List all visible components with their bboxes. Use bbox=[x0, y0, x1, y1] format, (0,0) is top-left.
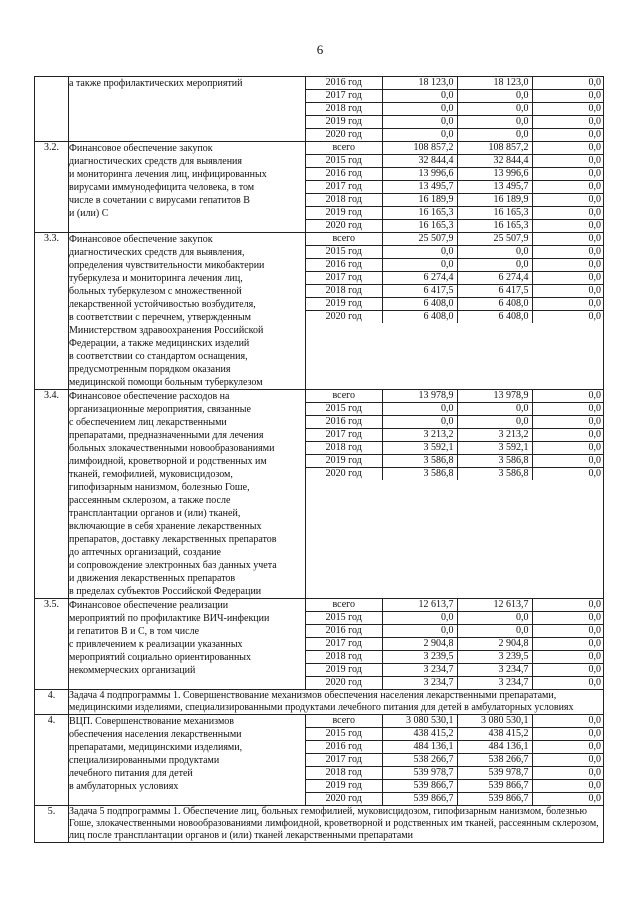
year-label: 2016 год bbox=[306, 625, 382, 638]
table-row bbox=[35, 715, 604, 806]
total-amount: 13 996,6 bbox=[382, 168, 457, 181]
year-row bbox=[306, 429, 604, 442]
budget-amount: 0,0 bbox=[457, 625, 532, 638]
table-row bbox=[35, 142, 604, 233]
other-amount: 0,0 bbox=[532, 664, 604, 677]
description-line: специализированными продуктами bbox=[69, 755, 220, 766]
year-row bbox=[306, 311, 604, 324]
budget-amount: 6 408,0 bbox=[457, 298, 532, 311]
description-line: вирусами иммунодефицита человека, в том bbox=[69, 182, 255, 193]
year-label: 2019 год bbox=[306, 455, 382, 468]
budget-amount: 32 844,4 bbox=[457, 155, 532, 168]
description-line: и сопровождение электронных баз данных учета bbox=[69, 560, 277, 571]
funding-by-year bbox=[306, 390, 604, 480]
budget-amount: 108 857,2 bbox=[457, 142, 532, 155]
year-label: 2016 год bbox=[306, 77, 382, 90]
description-line: мероприятий по профилактике ВИЧ-инфекции bbox=[69, 613, 270, 624]
year-row bbox=[306, 142, 604, 155]
description-line: в пределах субъектов Российской Федерации bbox=[69, 586, 262, 597]
funding-by-year bbox=[306, 233, 604, 323]
total-amount: 539 866,7 bbox=[382, 793, 457, 806]
description-line: диагностических средств для выявления, bbox=[69, 247, 245, 258]
year-row bbox=[306, 181, 604, 194]
total-amount: 0,0 bbox=[382, 403, 457, 416]
other-amount: 0,0 bbox=[532, 259, 604, 272]
other-amount: 0,0 bbox=[532, 638, 604, 651]
year-label: 2019 год bbox=[306, 298, 382, 311]
funding-cell bbox=[306, 77, 604, 142]
other-amount: 0,0 bbox=[532, 207, 604, 220]
description-line: диагностических средств для выявления bbox=[69, 156, 243, 167]
other-amount: 0,0 bbox=[532, 181, 604, 194]
year-label: 2015 год bbox=[306, 155, 382, 168]
funding-cell bbox=[306, 142, 604, 233]
budget-amount: 539 866,7 bbox=[457, 780, 532, 793]
budget-amount: 16 189,9 bbox=[457, 194, 532, 207]
year-row bbox=[306, 754, 604, 767]
task-row bbox=[35, 806, 604, 843]
total-amount: 538 266,7 bbox=[382, 754, 457, 767]
other-amount: 0,0 bbox=[532, 767, 604, 780]
budget-amount: 16 165,3 bbox=[457, 220, 532, 233]
year-row bbox=[306, 455, 604, 468]
year-row bbox=[306, 259, 604, 272]
other-amount: 0,0 bbox=[532, 416, 604, 429]
total-amount: 438 415,2 bbox=[382, 728, 457, 741]
year-row bbox=[306, 767, 604, 780]
total-amount: 3 213,2 bbox=[382, 429, 457, 442]
year-label: 2019 год bbox=[306, 207, 382, 220]
year-row bbox=[306, 90, 604, 103]
description-line: Министерством здравоохранения Российской bbox=[69, 325, 264, 336]
budget-amount: 12 613,7 bbox=[457, 599, 532, 612]
description-line: препаратами, медицинскими изделиями, bbox=[69, 742, 243, 753]
year-label: 2016 год bbox=[306, 259, 382, 272]
funding-cell bbox=[306, 715, 604, 806]
year-label: всего bbox=[306, 233, 382, 246]
year-label: 2020 год bbox=[306, 220, 382, 233]
description-line: трансплантации органов и (или) тканей, bbox=[69, 508, 241, 519]
activity-description bbox=[69, 77, 306, 142]
description-line: Финансовое обеспечение реализации bbox=[69, 600, 229, 611]
other-amount: 0,0 bbox=[532, 403, 604, 416]
budget-amount: 3 234,7 bbox=[457, 677, 532, 690]
year-row bbox=[306, 416, 604, 429]
row-number: 3.2. bbox=[35, 142, 69, 233]
year-row bbox=[306, 677, 604, 690]
year-label: 2020 год bbox=[306, 677, 382, 690]
total-amount: 539 866,7 bbox=[382, 780, 457, 793]
activity-description bbox=[69, 715, 306, 806]
total-amount: 3 586,8 bbox=[382, 455, 457, 468]
table-row bbox=[35, 390, 604, 599]
other-amount: 0,0 bbox=[588, 220, 601, 231]
description-line: Федерации, а также медицинских изделий bbox=[69, 338, 250, 349]
funding-by-year bbox=[306, 142, 604, 232]
description-line: до аптечных организаций, создание bbox=[69, 547, 221, 558]
total-amount: 484 136,1 bbox=[382, 741, 457, 754]
total-amount: 16 165,3 bbox=[382, 207, 457, 220]
funding-by-year bbox=[306, 77, 604, 141]
other-amount: 0,0 bbox=[532, 168, 604, 181]
total-amount: 3 080 530,1 bbox=[382, 715, 457, 728]
description-line: Финансовое обеспечение закупок bbox=[69, 143, 213, 154]
total-amount: 25 507,9 bbox=[382, 233, 457, 246]
other-amount: 0,0 bbox=[532, 599, 604, 612]
description-line: и мониторинга лечения лиц, инфицированных bbox=[69, 169, 267, 180]
budget-amount: 2 904,8 bbox=[457, 638, 532, 651]
total-amount: 12 613,7 bbox=[382, 599, 457, 612]
budget-amount: 13 996,6 bbox=[457, 168, 532, 181]
description-line: включающие в себя хранение лекарственных bbox=[69, 521, 262, 532]
other-amount: 0,0 bbox=[532, 651, 604, 664]
description-line: а также профилактических мероприятий bbox=[69, 78, 243, 89]
year-row bbox=[306, 468, 604, 481]
other-amount: 0,0 bbox=[532, 390, 604, 403]
total-amount: 0,0 bbox=[382, 612, 457, 625]
year-label: всего bbox=[306, 390, 382, 403]
year-label: 2018 год bbox=[306, 194, 382, 207]
budget-amount: 0,0 bbox=[457, 246, 532, 259]
description-line: в соответствии с перечнем, утвержденным bbox=[69, 312, 251, 323]
total-amount: 2 904,8 bbox=[382, 638, 457, 651]
description-line: больных туберкулезом с множественной bbox=[69, 286, 242, 297]
description-line: и гепатитов В и С, в том числе bbox=[69, 626, 200, 637]
funding-cell bbox=[306, 233, 604, 390]
budget-amount: 6 274,4 bbox=[457, 272, 532, 285]
year-label: всего bbox=[306, 599, 382, 612]
other-amount: 0,0 bbox=[532, 90, 604, 103]
other-amount: 0,0 bbox=[532, 194, 604, 207]
year-label: 2015 год bbox=[306, 403, 382, 416]
budget-amount: 539 978,7 bbox=[457, 767, 532, 780]
other-amount: 0,0 bbox=[532, 246, 604, 259]
description-line: в соответствии со стандартом оснащения, bbox=[69, 351, 248, 362]
description-line: организационные мероприятия, связанные bbox=[69, 404, 251, 415]
year-label: 2020 год bbox=[306, 129, 382, 142]
budget-amount: 438 415,2 bbox=[457, 728, 532, 741]
year-row bbox=[306, 103, 604, 116]
budget-amount: 3 080 530,1 bbox=[457, 715, 532, 728]
total-amount: 6 408,0 bbox=[382, 311, 457, 324]
description-line: туберкулеза и мониторинга лечения лиц, bbox=[69, 273, 243, 284]
total-amount: 3 234,7 bbox=[382, 664, 457, 677]
year-label: 2018 год bbox=[306, 103, 382, 116]
budget-amount: 484 136,1 bbox=[457, 741, 532, 754]
other-amount: 0,0 bbox=[532, 233, 604, 246]
year-label: 2015 год bbox=[306, 728, 382, 741]
budget-amount: 0,0 bbox=[457, 403, 532, 416]
description-line: определения чувствительности микобактерии bbox=[69, 260, 265, 271]
budget-amount: 0,0 bbox=[457, 259, 532, 272]
year-label: всего bbox=[306, 142, 382, 155]
description-line: тканей, гемофилией, муковисцидозом, bbox=[69, 469, 233, 480]
total-amount: 3 239,5 bbox=[382, 651, 457, 664]
total-amount: 0,0 bbox=[382, 246, 457, 259]
year-row bbox=[306, 233, 604, 246]
row-number: 3.4. bbox=[35, 390, 69, 599]
other-amount: 0,0 bbox=[588, 129, 601, 140]
description-line: медицинской помощи больным туберкулезом bbox=[69, 377, 263, 388]
description-line: с привлечением к реализации указанных bbox=[69, 639, 243, 650]
year-label: 2017 год bbox=[306, 90, 382, 103]
year-row bbox=[306, 77, 604, 90]
year-label: 2016 год bbox=[306, 168, 382, 181]
description-line: с обеспечением лиц лекарственными bbox=[69, 417, 227, 428]
budget-amount: 3 213,2 bbox=[457, 429, 532, 442]
description-line: лимфоидной, кроветворной и родственных им bbox=[69, 456, 267, 467]
other-amount: 0,0 bbox=[588, 468, 601, 479]
row-number: 4. bbox=[35, 715, 69, 806]
budget-amount: 0,0 bbox=[457, 90, 532, 103]
funding-cell bbox=[306, 390, 604, 599]
year-row bbox=[306, 272, 604, 285]
budget-amount: 538 266,7 bbox=[457, 754, 532, 767]
other-amount: 0,0 bbox=[532, 142, 604, 155]
table-row bbox=[35, 599, 604, 690]
budget-amount: 3 586,8 bbox=[457, 468, 532, 481]
row-number bbox=[35, 77, 69, 142]
other-amount: 0,0 bbox=[532, 455, 604, 468]
description-line: Финансовое обеспечение расходов на bbox=[69, 391, 230, 402]
description-line: и движения лекарственных препаратов bbox=[69, 573, 236, 584]
total-amount: 6 274,4 bbox=[382, 272, 457, 285]
total-amount: 0,0 bbox=[382, 90, 457, 103]
total-amount: 13 978,9 bbox=[382, 390, 457, 403]
description-line: лекарственной устойчивостью возбудителя, bbox=[69, 299, 256, 310]
year-label: 2018 год bbox=[306, 767, 382, 780]
year-label: 2018 год bbox=[306, 285, 382, 298]
other-amount: 0,0 bbox=[532, 116, 604, 129]
other-amount: 0,0 bbox=[532, 272, 604, 285]
budget-amount: 6 408,0 bbox=[457, 311, 532, 324]
funding-cell bbox=[306, 599, 604, 690]
other-amount: 0,0 bbox=[532, 442, 604, 455]
budget-amount: 25 507,9 bbox=[457, 233, 532, 246]
year-label: 2017 год bbox=[306, 272, 382, 285]
budget-amount: 3 592,1 bbox=[457, 442, 532, 455]
year-row bbox=[306, 207, 604, 220]
budget-amount: 0,0 bbox=[457, 612, 532, 625]
year-row bbox=[306, 194, 604, 207]
other-amount: 0,0 bbox=[532, 77, 604, 90]
other-amount: 0,0 bbox=[532, 780, 604, 793]
description-line: некоммерческих организаций bbox=[69, 665, 196, 676]
description-line: обеспечения населения лекарственными bbox=[69, 729, 242, 740]
year-row bbox=[306, 298, 604, 311]
budget-amount: 3 239,5 bbox=[457, 651, 532, 664]
total-amount: 3 592,1 bbox=[382, 442, 457, 455]
year-row bbox=[306, 442, 604, 455]
row-number: 5. bbox=[35, 806, 69, 843]
activity-description bbox=[69, 233, 306, 390]
budget-amount: 0,0 bbox=[457, 116, 532, 129]
finance-table-body bbox=[35, 77, 604, 843]
table-row bbox=[35, 233, 604, 390]
task-text: Задача 5 подпрограммы 1. Обеспечение лиц, больных гемофилией, муковисцидозом, гипофизарным нанизмом, болезнью Гоше, злокачественными новообразованиями лимфоидной, кроветворной и родственных им тканей, рассеянным склерозом, лиц после трансплантации органов и (или) тканей лекарственными препаратами bbox=[69, 806, 604, 843]
year-row bbox=[306, 612, 604, 625]
year-label: всего bbox=[306, 715, 382, 728]
other-amount: 0,0 bbox=[532, 285, 604, 298]
year-label: 2015 год bbox=[306, 246, 382, 259]
year-label: 2020 год bbox=[306, 468, 382, 481]
description-line: предусмотренным порядком оказания bbox=[69, 364, 231, 375]
description-line: препаратов, доставку лекарственных препаратов bbox=[69, 534, 277, 545]
other-amount: 0,0 bbox=[532, 754, 604, 767]
total-amount: 3 234,7 bbox=[382, 677, 457, 690]
year-row bbox=[306, 638, 604, 651]
budget-amount: 539 866,7 bbox=[457, 793, 532, 806]
activity-description bbox=[69, 390, 306, 599]
other-amount: 0,0 bbox=[532, 429, 604, 442]
year-row bbox=[306, 715, 604, 728]
description-line: мероприятий социально ориентированных bbox=[69, 652, 252, 663]
description-line: числе в сочетании с вирусами гепатитов В bbox=[69, 195, 250, 206]
row-number: 4. bbox=[35, 690, 69, 715]
year-row bbox=[306, 129, 604, 142]
year-label: 2017 год bbox=[306, 429, 382, 442]
other-amount: 0,0 bbox=[532, 155, 604, 168]
year-row bbox=[306, 403, 604, 416]
year-label: 2017 год bbox=[306, 181, 382, 194]
other-amount: 0,0 bbox=[532, 741, 604, 754]
description-line: рассеянным склерозом, а также после bbox=[69, 495, 231, 506]
year-row bbox=[306, 651, 604, 664]
budget-amount: 3 234,7 bbox=[457, 664, 532, 677]
total-amount: 16 189,9 bbox=[382, 194, 457, 207]
activity-description bbox=[69, 599, 306, 690]
total-amount: 16 165,3 bbox=[382, 220, 457, 233]
row-number: 3.5. bbox=[35, 599, 69, 690]
year-label: 2016 год bbox=[306, 416, 382, 429]
year-row bbox=[306, 155, 604, 168]
budget-amount: 13 495,7 bbox=[457, 181, 532, 194]
total-amount: 32 844,4 bbox=[382, 155, 457, 168]
budget-amount: 0,0 bbox=[457, 103, 532, 116]
budget-amount: 13 978,9 bbox=[457, 390, 532, 403]
description-line: Финансовое обеспечение закупок bbox=[69, 234, 213, 245]
total-amount: 0,0 bbox=[382, 103, 457, 116]
year-row bbox=[306, 664, 604, 677]
funding-by-year bbox=[306, 599, 604, 689]
year-label: 2017 год bbox=[306, 638, 382, 651]
description-line: и (или) С bbox=[69, 208, 109, 219]
total-amount: 539 978,7 bbox=[382, 767, 457, 780]
year-row bbox=[306, 599, 604, 612]
other-amount: 0,0 bbox=[532, 612, 604, 625]
task-row bbox=[35, 690, 604, 715]
year-label: 2019 год bbox=[306, 116, 382, 129]
total-amount: 0,0 bbox=[382, 116, 457, 129]
year-row bbox=[306, 116, 604, 129]
task-text: Задача 4 подпрограммы 1. Совершенствование механизмов обеспечения населения лекарственными препаратами, медицинскими изделиями, специализированными продуктами лечебного питания для детей в амбулаторных условиях bbox=[69, 690, 604, 715]
year-label: 2018 год bbox=[306, 442, 382, 455]
year-label: 2019 год bbox=[306, 664, 382, 677]
description-line: лечебного питания для детей bbox=[69, 768, 193, 779]
total-amount: 0,0 bbox=[382, 625, 457, 638]
other-amount: 0,0 bbox=[532, 103, 604, 116]
funding-by-year bbox=[306, 715, 604, 805]
year-row bbox=[306, 246, 604, 259]
finance-table bbox=[34, 76, 604, 843]
year-row bbox=[306, 285, 604, 298]
budget-amount: 0,0 bbox=[457, 416, 532, 429]
total-amount: 108 857,2 bbox=[382, 142, 457, 155]
year-row bbox=[306, 780, 604, 793]
year-label: 2017 год bbox=[306, 754, 382, 767]
other-amount: 0,0 bbox=[532, 298, 604, 311]
activity-description bbox=[69, 142, 306, 233]
total-amount: 6 408,0 bbox=[382, 298, 457, 311]
budget-amount: 6 417,5 bbox=[457, 285, 532, 298]
year-label: 2015 год bbox=[306, 612, 382, 625]
total-amount: 18 123,0 bbox=[382, 77, 457, 90]
description-line: препаратами, предназначенными для лечения bbox=[69, 430, 264, 441]
other-amount: 0,0 bbox=[532, 625, 604, 638]
description-line: в амбулаторных условиях bbox=[69, 781, 179, 792]
row-number: 3.3. bbox=[35, 233, 69, 390]
year-row bbox=[306, 390, 604, 403]
year-row bbox=[306, 741, 604, 754]
year-label: 2020 год bbox=[306, 311, 382, 324]
description-line: ВЦП. Совершенствование механизмов bbox=[69, 716, 235, 727]
page-number: 6 bbox=[316, 42, 324, 57]
year-row bbox=[306, 625, 604, 638]
year-row bbox=[306, 728, 604, 741]
total-amount: 0,0 bbox=[382, 259, 457, 272]
total-amount: 0,0 bbox=[382, 416, 457, 429]
description-line: больных злокачественными новообразованиями bbox=[69, 443, 275, 454]
year-label: 2019 год bbox=[306, 780, 382, 793]
budget-amount: 16 165,3 bbox=[457, 207, 532, 220]
year-label: 2018 год bbox=[306, 651, 382, 664]
total-amount: 6 417,5 bbox=[382, 285, 457, 298]
other-amount: 0,0 bbox=[588, 793, 601, 804]
budget-amount: 18 123,0 bbox=[457, 77, 532, 90]
year-label: 2016 год bbox=[306, 741, 382, 754]
other-amount: 0,0 bbox=[532, 715, 604, 728]
other-amount: 0,0 bbox=[532, 728, 604, 741]
budget-amount: 0,0 bbox=[457, 129, 532, 142]
other-amount: 0,0 bbox=[588, 311, 601, 322]
other-amount: 0,0 bbox=[588, 677, 601, 688]
year-row bbox=[306, 220, 604, 233]
year-label: 2020 год bbox=[306, 793, 382, 806]
total-amount: 0,0 bbox=[382, 129, 457, 142]
year-row bbox=[306, 168, 604, 181]
year-row bbox=[306, 793, 604, 806]
description-line: гипофизарным нанизмом, болезнью Гоше, bbox=[69, 482, 250, 493]
table-row bbox=[35, 77, 604, 142]
total-amount: 3 586,8 bbox=[382, 468, 457, 481]
budget-amount: 3 586,8 bbox=[457, 455, 532, 468]
total-amount: 13 495,7 bbox=[382, 181, 457, 194]
